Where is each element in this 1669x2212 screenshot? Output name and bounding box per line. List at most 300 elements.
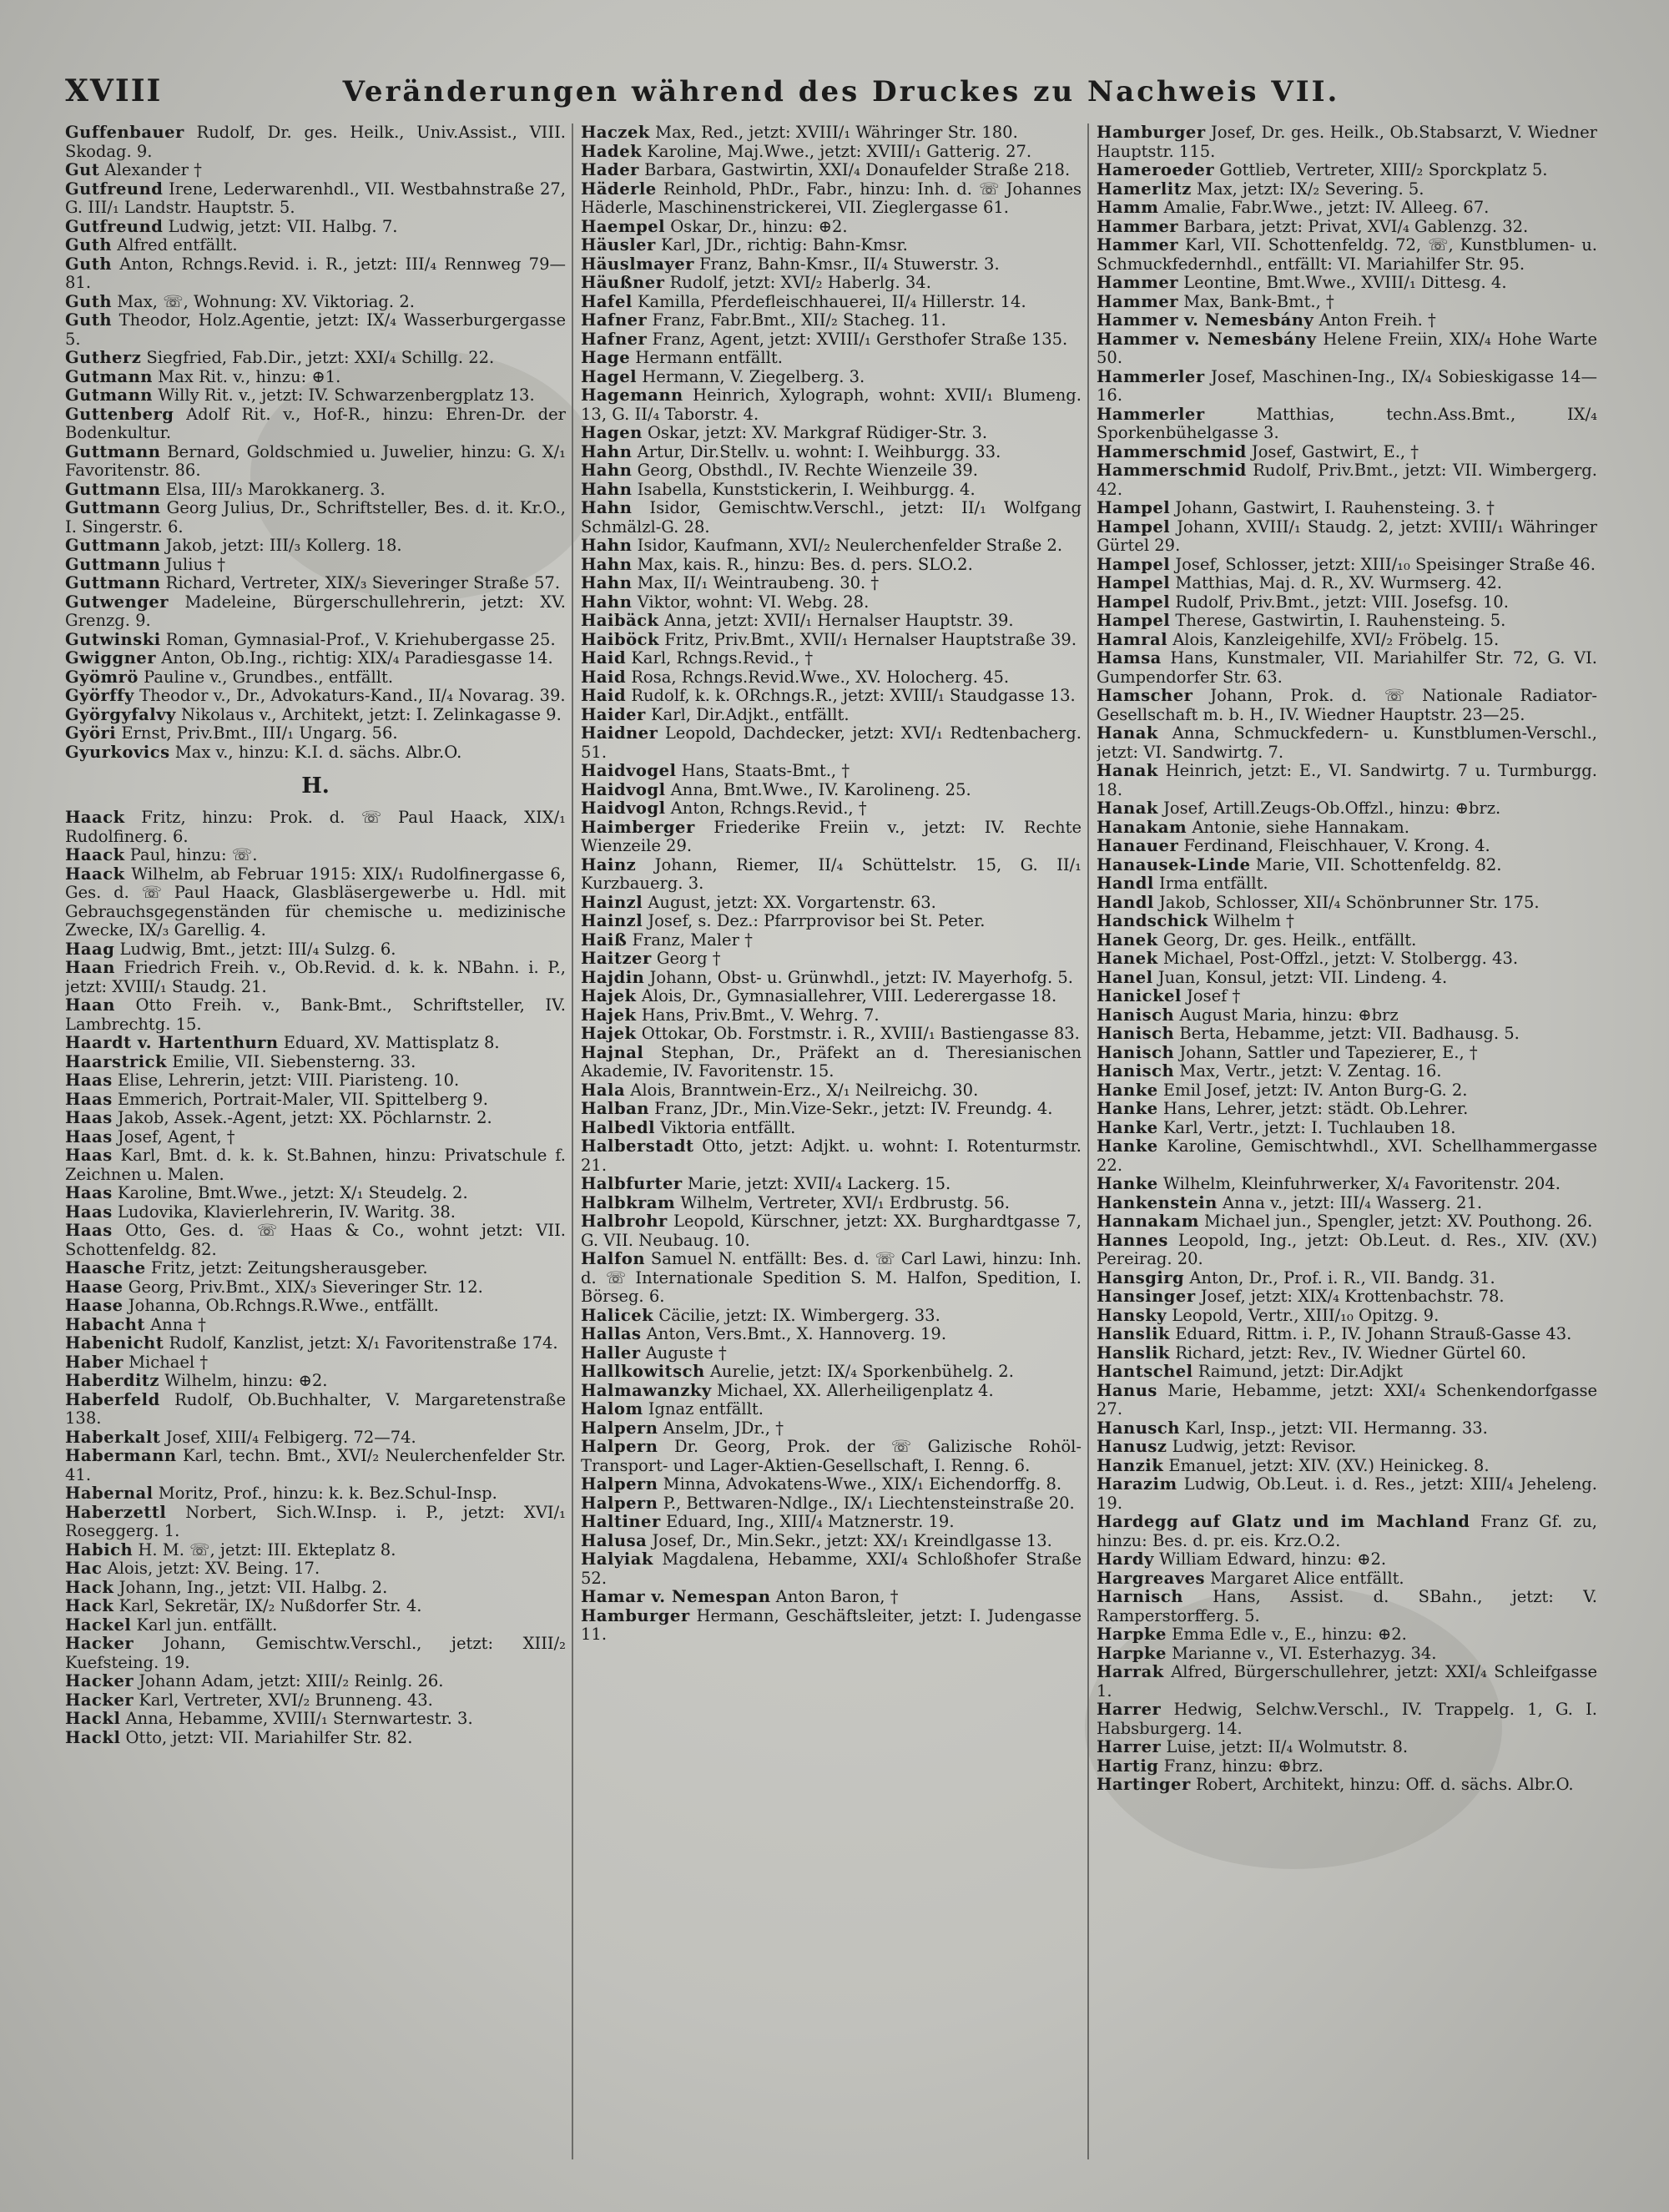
- entry-name: Hagen: [581, 423, 643, 442]
- entry-text: Antonie, siehe Hannakam.: [1187, 817, 1409, 837]
- entry-text: Karl, VII. Schottenfeldg. 72, ☏, Kunstblumen- u. Schmuckfedernhdl., entfällt: VI. Mariahilfer Str. 95.: [1097, 235, 1597, 274]
- entry-text: Johann, Riemer, II/₄ Schüttelstr. 15, G. II/₁ Kurzbauerg. 3.: [581, 854, 1082, 893]
- directory-entry: [65, 311, 566, 349]
- entry-text: Karoline, Gemischtwhdl., XVI. Schellhammergasse 22.: [1097, 1136, 1597, 1175]
- entry-name: Hanel: [1097, 967, 1153, 987]
- entry-name: Harnisch: [1097, 1587, 1183, 1606]
- entry-text: Anton, Rchngs.Revid., †: [665, 799, 867, 818]
- entry-name: Hameroeder: [1097, 160, 1215, 179]
- directory-entry: [581, 950, 1082, 969]
- entry-text: Anna, Hebamme, XVIII/₁ Sternwartestr. 3.: [120, 1709, 473, 1728]
- entry-text: Willy Rit. v., jetzt: IV. Schwarzenbergplatz 13.: [152, 385, 535, 405]
- entry-text: Aurelie, jetzt: IX/₄ Sporkenbühelg. 2.: [704, 1362, 1014, 1381]
- entry-text: Friedrich Freih. v., Ob.Revid. d. k. k. NBahn. i. P., jetzt: XVIII/₁ Staudg. 21.: [65, 958, 566, 996]
- entry-text: Johann, XVIII/₁ Staudg. 2, jetzt: XVIII/₁ Währinger Gürtel 29.: [1097, 516, 1597, 555]
- entry-text: Franz, Agent, jetzt: XVIII/₁ Gersthofer Straße 135.: [647, 329, 1068, 349]
- entry-text: Hans, Assist. d. SBahn., jetzt: V. Ramperstorfferg. 5.: [1097, 1587, 1597, 1625]
- entry-name: Halpern: [581, 1474, 658, 1494]
- entry-text: Hans, Staats-Bmt., †: [676, 761, 850, 780]
- entry-text: Alois, Dr., Gymnasiallehrer, VIII. Lederergasse 18.: [636, 986, 1057, 1005]
- directory-entry: [65, 743, 566, 763]
- entry-text: Emilie, VII. Siebensterng. 33.: [167, 1051, 416, 1071]
- entry-text: Anton Baron, †: [770, 1587, 899, 1606]
- entry-name: Guttenberg: [65, 404, 174, 424]
- directory-entry: [581, 574, 1082, 593]
- entry-name: Halbfurter: [581, 1174, 683, 1193]
- directory-entry: [581, 499, 1082, 537]
- entry-name: Hainz: [581, 854, 637, 874]
- entry-text: Magdalena, Hebamme, XXI/₄ Schloßhofer Straße 52.: [581, 1549, 1082, 1588]
- directory-entry: [1097, 406, 1597, 443]
- entry-text: Adolf Rit. v., Hof-R., hinzu: Ehren-Dr. der Bodenkultur.: [65, 404, 566, 442]
- entry-text: Ernst, Priv.Bmt., III/₁ Ungarg. 56.: [116, 723, 398, 743]
- entry-text: Hans, Lehrer, jetzt: städt. Ob.Lehrer.: [1157, 1099, 1469, 1118]
- directory-entry: [581, 1100, 1082, 1119]
- entry-name: Haberzettl: [65, 1502, 167, 1522]
- entry-name: Hanisch: [1097, 1061, 1175, 1081]
- directory-entry: [1097, 199, 1597, 218]
- entry-text: Wilhelm †: [1208, 911, 1294, 930]
- entry-name: Haider: [581, 704, 646, 724]
- entry-text: Emanuel, jetzt: XIV. (XV.) Heinickeg. 8.: [1163, 1455, 1490, 1475]
- directory-entry: [581, 724, 1082, 762]
- entry-name: Hamar v. Nemespan: [581, 1587, 771, 1606]
- directory-entry: [1097, 368, 1597, 406]
- entry-name: Guttmann: [65, 536, 161, 555]
- entry-text: Juan, Konsul, jetzt: VII. Lindeng. 4.: [1152, 967, 1448, 987]
- entry-text: Marianne v., VI. Esterhazyg. 34.: [1166, 1643, 1437, 1663]
- entry-name: Hanslik: [1097, 1324, 1171, 1343]
- directory-entry: [65, 499, 566, 537]
- entry-name: Hahn: [581, 479, 633, 499]
- entry-text: Anna †: [144, 1314, 206, 1334]
- entry-text: Johanna, Ob.Rchngs.R.Wwe., entfällt.: [123, 1296, 439, 1315]
- entry-name: Handschick: [1097, 911, 1208, 930]
- entry-text: Rosa, Rchngs.Revid.Wwe., XV. Holocherg. 45.: [626, 667, 1010, 687]
- directory-entry: [581, 819, 1082, 856]
- entry-text: Johann, Obst- u. Grünwhdl., jetzt: IV. Mayerhofg. 5.: [644, 967, 1073, 987]
- entry-text: Josef, jetzt: XIX/₄ Krottenbachstr. 78.: [1195, 1287, 1505, 1306]
- directory-entry: [1097, 1570, 1597, 1589]
- directory-entry: [65, 1672, 566, 1691]
- entry-name: Hammer: [1097, 291, 1179, 311]
- entry-name: Halberstadt: [581, 1136, 694, 1156]
- directory-entry: [1097, 1081, 1597, 1101]
- entry-text: Therese, Gastwirtin, I. Rauhensteing. 5.: [1170, 611, 1506, 630]
- entry-name: Haardt v. Hartenthurn: [65, 1033, 279, 1052]
- entry-name: Harrer: [1097, 1700, 1162, 1719]
- entry-text: Rudolf, Priv.Bmt., jetzt: VIII. Josefsg. 10.: [1170, 592, 1509, 612]
- entry-name: Haas: [65, 1126, 113, 1146]
- entry-text: Emmerich, Portrait-Maler, VII. Spittelberg 9.: [112, 1089, 488, 1109]
- directory-entry: [65, 668, 566, 688]
- entry-text: Alexander †: [99, 160, 202, 179]
- entry-name: Gwiggner: [65, 648, 156, 668]
- directory-entry: [581, 781, 1082, 800]
- entry-name: Hammer v. Nemesbány: [1097, 329, 1317, 349]
- entry-name: Hahn: [581, 554, 633, 574]
- entry-name: Gyömrö: [65, 667, 139, 687]
- entry-name: Gutherz: [65, 348, 142, 367]
- entry-name: Halmawanzky: [581, 1380, 712, 1400]
- directory-entry: [1097, 856, 1597, 875]
- entry-text: Margaret Alice entfällt.: [1205, 1568, 1404, 1588]
- entry-text: Bernard, Goldschmied u. Juwelier, hinzu: G. X/₁ Favoritenstr. 86.: [65, 441, 566, 480]
- directory-entry: [581, 386, 1082, 424]
- entry-text: Johann, Gemischtw.Verschl., jetzt: XIII/₂ Kuefsteing. 19.: [65, 1634, 566, 1672]
- entry-text: Anton, Vers.Bmt., X. Hannoverg. 19.: [641, 1324, 947, 1343]
- directory-entry: [581, 1119, 1082, 1138]
- entry-name: Haitzer: [581, 949, 652, 968]
- entry-name: Haase: [65, 1277, 124, 1297]
- entry-text: Ludwig, Ob.Leut. i. d. Res., jetzt: XIII/₄ Jeheleng. 19.: [1097, 1474, 1597, 1513]
- entry-text: Isabella, Kunststickerin, I. Weihburgg. 4.: [632, 479, 976, 499]
- entry-text: Franz, hinzu: ⊕brz.: [1158, 1756, 1324, 1776]
- entry-text: Moritz, Prof., hinzu: k. k. Bez.Schul-Insp.: [153, 1484, 497, 1503]
- directory-entry: [65, 1541, 566, 1560]
- entry-text: Marie, jetzt: XVII/₄ Lackerg. 15.: [682, 1174, 951, 1193]
- entry-text: Georg Julius, Dr., Schriftsteller, Bes. d. it. Kr.O., I. Singerstr. 6.: [65, 498, 566, 537]
- entry-text: Viktoria entfällt.: [655, 1117, 796, 1137]
- directory-entry: [1097, 1212, 1597, 1232]
- entry-name: Hajek: [581, 986, 637, 1005]
- entry-name: Hafner: [581, 310, 648, 330]
- entry-text: Elise, Lehrerin, jetzt: VIII. Piaristeng. 10.: [112, 1071, 460, 1090]
- entry-name: Häusler: [581, 235, 656, 254]
- entry-name: Hanak: [1097, 761, 1158, 780]
- directory-entry: [1097, 649, 1597, 687]
- entry-name: Hanusz: [1097, 1437, 1167, 1456]
- entry-name: Hage: [581, 348, 631, 367]
- entry-name: Hanus: [1097, 1380, 1157, 1400]
- entry-text: Alois, jetzt: XV. Being. 17.: [102, 1559, 320, 1578]
- entry-name: Guth: [65, 254, 113, 274]
- entry-name: Halban: [581, 1099, 649, 1118]
- entry-name: Hahn: [581, 498, 633, 517]
- directory-entry: [581, 161, 1082, 180]
- entry-text: Fritz, jetzt: Zeitungsherausgeber.: [145, 1258, 428, 1277]
- column-divider: [572, 123, 573, 2159]
- entry-name: Hampel: [1097, 573, 1171, 592]
- directory-entry: [581, 349, 1082, 368]
- entry-name: Hainzl: [581, 892, 643, 912]
- entry-name: Hammerschmid: [1097, 461, 1247, 480]
- entry-name: Hamscher: [1097, 686, 1193, 705]
- entry-text: Heinrich, jetzt: E., VI. Sandwirtg. 7 u. Turmburgg. 18.: [1097, 761, 1597, 799]
- entry-text: Hermann, V. Ziegelberg. 3.: [637, 366, 865, 386]
- entry-text: Karl, Dir.Adjkt., entfällt.: [645, 704, 850, 724]
- entry-name: Halicek: [581, 1305, 654, 1325]
- directory-entry: [581, 1363, 1082, 1382]
- entry-name: Hanek: [1097, 949, 1158, 968]
- entry-text: William Edward, hinzu: ⊕2.: [1153, 1549, 1387, 1569]
- entry-text: Michael, Post-Offzl., jetzt: V. Stolbergg. 43.: [1157, 949, 1519, 968]
- directory-entry: [1097, 1344, 1597, 1363]
- entry-text: Rudolf, jetzt: XVI/₂ Haberlg. 34.: [664, 273, 931, 292]
- entry-text: Rudolf, Kanzlist, jetzt: X/₁ Favoritenstraße 174.: [164, 1333, 558, 1353]
- directory-entry: [1097, 612, 1597, 631]
- directory-entry: [1097, 330, 1597, 368]
- directory-entry: [581, 1044, 1082, 1081]
- entry-text: Anna, Schmuckfedern- u. Kunstblumen-Verschl., jetzt: VI. Sandwirtg. 7.: [1097, 723, 1597, 762]
- directory-entry: [65, 1259, 566, 1278]
- entry-text: Fritz, hinzu: Prok. d. ☏ Paul Haack, XIX/₁ Rudolfinerg. 6.: [65, 808, 566, 846]
- entry-name: Haarstrick: [65, 1051, 168, 1071]
- entry-name: Hammerler: [1097, 366, 1205, 386]
- column-divider: [1087, 123, 1089, 2159]
- entry-name: Gut: [65, 160, 100, 179]
- entry-text: Luise, jetzt: II/₄ Wolmutstr. 8.: [1161, 1737, 1409, 1756]
- entry-text: Jakob, Schlosser, XII/₄ Schönbrunner Str. 175.: [1153, 892, 1540, 912]
- directory-entry: [1097, 518, 1597, 556]
- directory-entry: [1097, 1513, 1597, 1550]
- entry-name: Haas: [65, 1108, 113, 1127]
- entry-name: Hammerschmid: [1097, 441, 1247, 461]
- directory-entry: [581, 1419, 1082, 1439]
- entry-name: Haas: [65, 1146, 113, 1165]
- directory-entry: [1097, 724, 1597, 762]
- directory-entry: [65, 687, 566, 706]
- directory-entry: [581, 1025, 1082, 1044]
- entry-text: Cäcilie, jetzt: IX. Wimbergerg. 33.: [653, 1305, 940, 1325]
- entry-name: Hacker: [65, 1634, 134, 1653]
- entry-text: Wilhelm, hinzu: ⊕2.: [159, 1371, 328, 1390]
- directory-entry: [581, 443, 1082, 462]
- entry-text: Franz, Maler †: [627, 930, 753, 950]
- directory-entry: [1097, 1701, 1597, 1738]
- entry-name: Haibäck: [581, 611, 659, 630]
- directory-entry: [1097, 1550, 1597, 1570]
- entry-text: Karl, Vertreter, XVI/₂ Brunneng. 43.: [134, 1690, 433, 1710]
- directory-entry: [65, 1691, 566, 1711]
- directory-entry: [581, 1307, 1082, 1326]
- entry-text: Johann, Ing., jetzt: VII. Halbg. 2.: [113, 1577, 388, 1597]
- entry-text: Rudolf, Priv.Bmt., jetzt: VII. Wimbergerg. 42.: [1097, 461, 1597, 499]
- directory-entry: [65, 218, 566, 237]
- entry-name: Hamburger: [581, 1605, 690, 1625]
- entry-text: Karl, Insp., jetzt: VII. Hermanng. 33.: [1179, 1418, 1488, 1438]
- entry-name: Habich: [65, 1539, 134, 1559]
- entry-name: Haid: [581, 686, 627, 705]
- directory-entry: [581, 1137, 1082, 1175]
- entry-text: Alfred, Bürgerschullehrer, jetzt: XXI/₄ Schleifgasse 1.: [1097, 1662, 1597, 1701]
- entry-name: Gyurkovics: [65, 742, 170, 762]
- entry-text: Karl, techn. Bmt., XVI/₂ Neulerchenfelder Str. 41.: [65, 1446, 566, 1484]
- entry-name: Halbkram: [581, 1192, 676, 1212]
- directory-entry: [65, 255, 566, 293]
- entry-name: Guffenbauer: [65, 123, 184, 142]
- entry-text: Viktor, wohnt: VI. Webg. 28.: [632, 592, 870, 612]
- entry-text: Robert, Architekt, hinzu: Off. d. sächs. Albr.O.: [1190, 1775, 1574, 1794]
- directory-entry: [581, 612, 1082, 631]
- entry-text: Helene Freiin, XIX/₄ Hohe Warte 50.: [1097, 329, 1597, 367]
- directory-entry: [65, 406, 566, 443]
- entry-name: Habernal: [65, 1484, 154, 1503]
- directory-entry: [1097, 123, 1597, 161]
- directory-entry: [1097, 1363, 1597, 1382]
- entry-text: Max v., hinzu: K.I. d. sächs. Albr.O.: [169, 742, 462, 762]
- entry-name: Hacker: [65, 1690, 134, 1710]
- entry-text: Anna, Bmt.Wwe., IV. Karolineng. 25.: [665, 779, 971, 799]
- directory-entry: [581, 1250, 1082, 1307]
- entry-text: Hermann entfällt.: [630, 348, 783, 367]
- directory-entry: [1097, 987, 1597, 1006]
- entry-name: Harpke: [1097, 1643, 1167, 1663]
- entry-text: Artur, Dir.Stellv. u. wohnt: I. Weihburgg. 33.: [632, 441, 1001, 461]
- directory-entry: [1097, 1438, 1597, 1457]
- entry-text: Karoline, Bmt.Wwe., jetzt: X/₁ Steudelg. 2.: [112, 1183, 468, 1202]
- entry-text: Georg, Priv.Bmt., XIX/₃ Sieveringer Str. 12.: [123, 1277, 483, 1297]
- directory-entry: [65, 1297, 566, 1316]
- entry-text: Max, Red., jetzt: XVIII/₁ Währinger Str. 180.: [649, 123, 1018, 142]
- entry-name: Guth: [65, 291, 113, 311]
- directory-entry: [1097, 1232, 1597, 1269]
- entry-name: Hanzik: [1097, 1455, 1164, 1475]
- entry-text: Franz, Bahn-Kmsr., II/₄ Stuwerstr. 3.: [693, 254, 1000, 274]
- directory-entry: [1097, 1137, 1597, 1175]
- directory-entry: [65, 386, 566, 406]
- column-2: [581, 123, 1082, 2159]
- entry-text: Max, Bank-Bmt., †: [1178, 291, 1334, 311]
- directory-entry: [581, 1344, 1082, 1363]
- directory-entry: [1097, 874, 1597, 894]
- directory-entry: [1097, 1325, 1597, 1344]
- entry-text: Friederike Freiin v., jetzt: IV. Rechte Wienzeile 29.: [581, 817, 1082, 855]
- directory-entry: [1097, 1776, 1597, 1795]
- directory-entry: [581, 649, 1082, 668]
- directory-entry: [581, 1212, 1082, 1250]
- directory-entry: [65, 161, 566, 180]
- entry-text: Franz Gf. zu, hinzu: Bes. d. pr. eis. Krz.O.2.: [1097, 1512, 1597, 1550]
- entry-text: P., Bettwaren-Ndlge., IX/₁ Liechtensteinstraße 20.: [658, 1493, 1075, 1513]
- entry-text: Johann Adam, jetzt: XIII/₂ Reinlg. 26.: [134, 1671, 444, 1690]
- entry-name: Guttmann: [65, 573, 161, 592]
- entry-text: Ottokar, Ob. Forstmstr. i. R., XVIII/₁ Bastiengasse 83.: [636, 1024, 1080, 1043]
- entry-text: Minna, Advokatens-Wwe., XIX/₁ Eichendorffg. 8.: [658, 1474, 1062, 1494]
- directory-entry: [581, 1175, 1082, 1194]
- directory-entry: [1097, 1475, 1597, 1513]
- directory-entry: [1097, 574, 1597, 593]
- entry-name: Hansgirg: [1097, 1267, 1185, 1287]
- entry-name: Hanauer: [1097, 836, 1179, 855]
- entry-name: Hammer: [1097, 273, 1179, 292]
- entry-text: Emil Josef, jetzt: IV. Anton Burg-G. 2.: [1157, 1080, 1468, 1100]
- entry-text: Anna, jetzt: XVII/₁ Hernalser Hauptstr. 39.: [658, 611, 1014, 630]
- directory-entry: [581, 668, 1082, 688]
- entry-text: Nikolaus v., Architekt, jetzt: I. Zelinkagasse 9.: [175, 704, 562, 724]
- entry-text: Ignaz entfällt.: [643, 1399, 764, 1418]
- directory-entry: [581, 424, 1082, 443]
- entry-name: Habacht: [65, 1314, 145, 1334]
- directory-entry: [65, 1128, 566, 1147]
- directory-entry: [65, 574, 566, 593]
- directory-entry: [581, 236, 1082, 255]
- entry-name: Harpke: [1097, 1625, 1167, 1644]
- page-header: [65, 67, 1617, 117]
- entry-text: Georg, Dr. ges. Heilk., entfällt.: [1157, 930, 1417, 950]
- directory-entry: [65, 368, 566, 387]
- entry-name: Hackel: [65, 1615, 132, 1635]
- entry-name: Guttmann: [65, 441, 161, 461]
- directory-entry: [581, 143, 1082, 162]
- directory-entry: [581, 1382, 1082, 1401]
- entry-name: Gutwinski: [65, 629, 161, 649]
- directory-entry: [581, 593, 1082, 612]
- directory-entry: [65, 1635, 566, 1672]
- directory-entry: [65, 1353, 566, 1373]
- directory-entry: [581, 1475, 1082, 1494]
- entry-name: Gutfreund: [65, 216, 164, 236]
- entry-name: Hallkowitsch: [581, 1362, 705, 1381]
- directory-entry: [65, 724, 566, 743]
- entry-name: Hackl: [65, 1709, 121, 1728]
- entry-name: Haack: [65, 864, 125, 884]
- entry-text: Wilhelm, ab Februar 1915: XIX/₁ Rudolfinergasse 6, Ges. d. ☏ Paul Haack, Glasbläsergewerbe u. Hdl. mit Gebrauchsgegenständen für chemische u. medizinische Zwecke, IX/₃ Garellig. 4.: [65, 864, 566, 940]
- entry-text: August, jetzt: XX. Vorgartenstr. 63.: [643, 892, 936, 912]
- entry-name: Haag: [65, 939, 115, 959]
- section-letter: H.: [301, 773, 330, 799]
- directory-entry: [581, 1513, 1082, 1532]
- entry-name: Hammer v. Nemesbány: [1097, 310, 1314, 330]
- entry-text: Madeleine, Bürgerschullehrerin, jetzt: XV. Grenzg. 9.: [65, 592, 566, 630]
- directory-entry: [1097, 593, 1597, 612]
- entry-text: Johann, Gastwirt, I. Rauhensteing. 3. †: [1170, 498, 1495, 517]
- entry-text: Leopold, Kürschner, jetzt: XX. Burghardtgasse 7, G. VII. Neubaug. 10.: [581, 1212, 1082, 1250]
- entry-name: Haas: [65, 1089, 113, 1109]
- entry-name: Hajnal: [581, 1042, 644, 1062]
- directory-entry: [1097, 1625, 1597, 1645]
- entry-name: Hahn: [581, 441, 633, 461]
- directory-entry: [1097, 499, 1597, 518]
- entry-list: [581, 123, 1082, 1645]
- entry-text: Pauline v., Grundbes., entfällt.: [138, 667, 394, 687]
- entry-text: Siegfried, Fab.Dir., jetzt: XXI/₄ Schillg. 22.: [141, 348, 495, 367]
- entry-text: Richard, Vertreter, XIX/₃ Sieveringer Straße 57.: [160, 573, 561, 592]
- directory-entry: [65, 593, 566, 631]
- entry-text: Jakob, Assek.-Agent, jetzt: XX. Pöchlarnstr. 2.: [112, 1108, 492, 1127]
- entry-text: Otto, jetzt: Adjkt. u. wohnt: I. Rotenturmstr. 21.: [581, 1136, 1082, 1175]
- directory-entry: [65, 1504, 566, 1541]
- entry-name: Hanke: [1097, 1136, 1158, 1156]
- directory-entry: [65, 481, 566, 500]
- directory-entry: [65, 1579, 566, 1598]
- entry-name: Hannakam: [1097, 1212, 1199, 1231]
- entry-name: Guttmann: [65, 498, 161, 517]
- entry-name: Haberkalt: [65, 1427, 161, 1447]
- directory-entry: [581, 461, 1082, 481]
- entry-name: Hanisch: [1097, 1042, 1175, 1062]
- directory-entry: [65, 809, 566, 846]
- entry-name: Hansinger: [1097, 1287, 1196, 1306]
- directory-entry: [65, 1222, 566, 1259]
- entry-name: Harrak: [1097, 1662, 1164, 1681]
- entry-name: Häußner: [581, 273, 665, 292]
- directory-entry: [581, 1532, 1082, 1551]
- directory-entry: [65, 1071, 566, 1091]
- directory-entry: [1097, 1175, 1597, 1194]
- directory-entry: [1097, 1663, 1597, 1701]
- entry-name: Hanak: [1097, 799, 1158, 818]
- directory-entry: [65, 1034, 566, 1053]
- entry-name: Hagemann: [581, 385, 683, 405]
- entry-text: Georg, Obsthdl., IV. Rechte Wienzeile 39.: [632, 461, 978, 480]
- entry-list: [65, 809, 566, 1747]
- entry-name: Haidvogl: [581, 799, 666, 818]
- entry-name: Gutwenger: [65, 592, 169, 612]
- entry-name: Haidner: [581, 723, 658, 743]
- entry-name: Hamerlitz: [1097, 179, 1192, 199]
- entry-text: Rudolf, Dr. ges. Heilk., Univ.Assist., VIII. Skodag. 9.: [65, 123, 566, 161]
